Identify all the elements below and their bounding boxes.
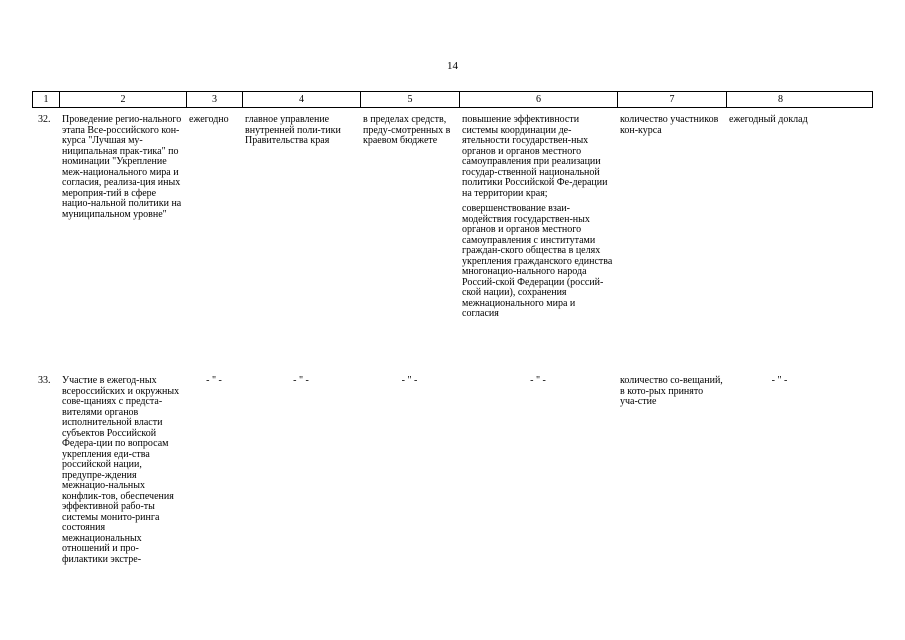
- indicator: количество участников кон-курса: [620, 114, 719, 136]
- header-col-5: 5: [361, 92, 460, 107]
- header-col-4: 4: [243, 92, 361, 107]
- table-row: [32, 115, 873, 320]
- result-paragraph: совершенствование взаи-модействия государствен-ных органов и органов местного самоуправления с институтами граждан-ского общества в целях укрепления гражданского единства многонацио-нального народа Россий-ской Федерации (россий-ской нации), сохранения межнационального мира и согласия: [462, 203, 613, 319]
- event-name: Участие в ежегод-ных всероссийских и окружных сове-щаниях с предста-вителями органов исполнительной власти субъектов Российской Федера-ции по вопросам укрепления еди-ства российской нации, предупре-ждения межнацио-нальных конфлик-тов, обеспечения эффективной рабо-ты системы монито-ринга состояния межнациональных отношений и про-филактики экстре-: [62, 375, 180, 565]
- row-number: 33.: [38, 375, 51, 386]
- header-col-1: 1: [33, 92, 60, 107]
- indicator: количество со-вещаний, в кото-рых принято уча-стие: [620, 375, 723, 407]
- term: ежегодно: [189, 114, 229, 125]
- expected-results: [459, 115, 617, 320]
- header-col-6: 6: [460, 92, 618, 107]
- executor: - " -: [293, 375, 309, 386]
- report-form: ежегодный доклад: [729, 114, 808, 125]
- expected-results: - " -: [530, 375, 546, 386]
- header-col-3: 3: [187, 92, 243, 107]
- funding: в пределах средств, преду-смотренных в краевом бюджете: [363, 114, 451, 146]
- header-col-2: 2: [60, 92, 187, 107]
- header-col-7: 7: [618, 92, 727, 107]
- row-number: 32.: [38, 114, 51, 125]
- table-row: [32, 376, 873, 565]
- funding: - " -: [401, 375, 418, 386]
- event-name: Проведение регио-нального этапа Все-российского кон-курса "Лучшая му-ниципальная прак-тика" по номинации "Укрепление меж-национального мира и согласия, реализа-ция иных мероприя-тий в сфере нацио-нальной политики на муниципальном уровне": [62, 114, 182, 220]
- page-number: 14: [447, 60, 458, 72]
- report-form: - " -: [771, 375, 788, 386]
- term: - " -: [206, 375, 222, 386]
- table-header-row: [32, 91, 873, 108]
- header-col-8: 8: [778, 94, 783, 105]
- result-paragraph: повышение эффективности системы координации де-ятельности государствен-ных органов и органов местного самоуправления при реализации государ-ственной национальной политики Российской Фе-дерации на территории края;: [462, 114, 608, 199]
- executor: главное управление внутренней поли-тики Правительства края: [245, 114, 341, 146]
